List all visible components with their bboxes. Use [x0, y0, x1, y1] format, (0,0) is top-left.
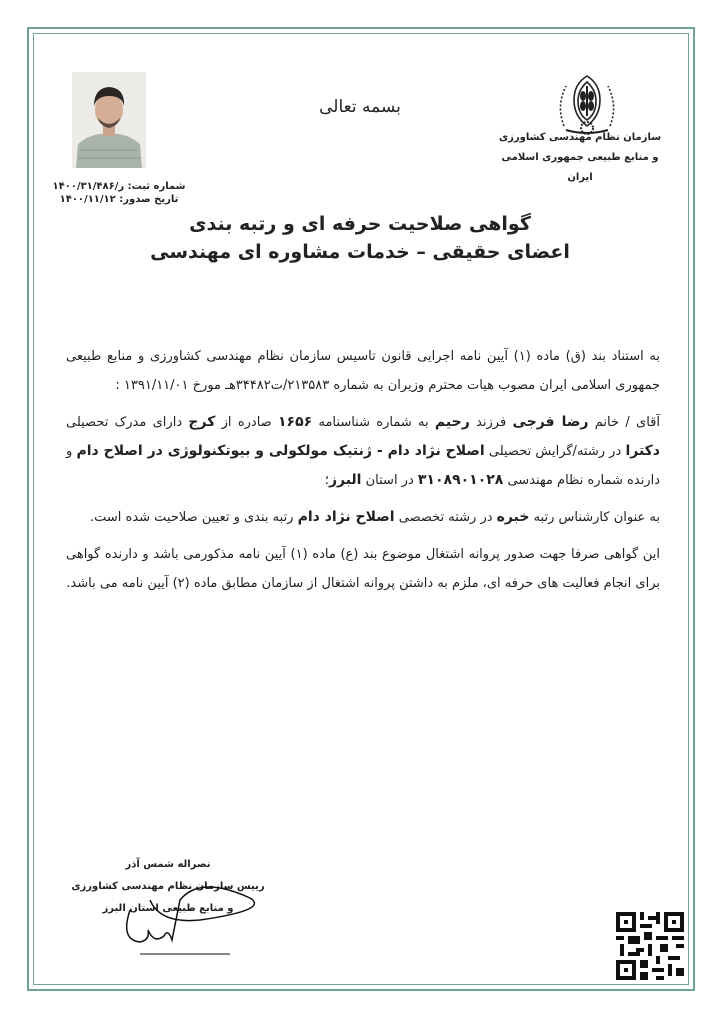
id-number: ۱۶۵۶: [278, 414, 313, 430]
degree: دکترا: [625, 443, 660, 459]
certificate-body: [66, 342, 660, 606]
organization-name: سازمان نظام مهندسی کشاورزی و منابع طبیعی جمهوری اسلامی ایران: [498, 132, 662, 183]
certificate-title: [120, 210, 600, 266]
invocation: بسمه تعالی: [319, 97, 401, 117]
issue-date: تاریخ صدور: ۱۴۰۰/۱۱/۱۲: [59, 194, 179, 205]
signatory-title-1: رییس سازمان نظام مهندسی کشاورزی: [71, 881, 265, 892]
rank: خبره: [496, 509, 530, 525]
paragraph-holder-details: آقای / خانم رضا فرجی فرزند رحیم به شماره شناسنامه ۱۶۵۶ صادره از کرج دارای مدرک تحصیلی دکترا در رشته/گرایش تحصیلی اصلاح نژاد دام - ژنتیک مولکولی و بیوتکنولوژی در اصلاح دام و دارنده شماره نظام مهندسی ۳۱۰۸۹۰۱۰۲۸ در استان البرز؛: [66, 414, 660, 488]
title-line-1: گواهی صلاحیت حرفه ای و رتبه بندی: [189, 213, 531, 235]
holder-photo: [72, 72, 146, 168]
signatory-title-2: و منابع طبیعی استان البرز: [102, 903, 234, 914]
specialty: اصلاح نژاد دام: [297, 509, 395, 525]
signature-icon: [120, 880, 280, 960]
paragraph-scope: این گواهی صرفا جهت صدور پروانه اشتغال موضوع بند (ع) ماده (۱) آیین نامه مذکورمی باشد و دارنده گواهی برای انجام فعالیت های حرفه ای، ملزم به داشتن پروانه اشتغال از سازمان مطابق ماده (۲) آیین نامه می باشد.: [66, 547, 661, 591]
paragraph-rank: به عنوان کارشناس رتبه خبره در رشته تخصصی اصلاح نژاد دام رتبه بندی و تعیین صلاحیت شده است.: [89, 509, 660, 525]
organization-emblem-icon: [552, 70, 622, 136]
registration-info: [44, 180, 194, 206]
title-line-2: اعضای حقیقی – خدمات مشاوره ای مهندسی: [150, 241, 570, 263]
qr-code-icon: [616, 912, 684, 980]
holder-name: رضا فرجی: [512, 414, 589, 430]
province: البرز: [328, 472, 362, 488]
field-of-study: اصلاح نژاد دام - ژنتیک مولکولی و بیوتکنولوژی در اصلاح دام: [76, 443, 485, 459]
father-name: رحیم: [434, 414, 470, 430]
paragraph-legal-basis: به استناد بند (ق) ماده (۱) آیین نامه اجرایی قانون تاسیس سازمان نظام مهندسی کشاورزی و منابع طبیعی جمهوری اسلامی ایران مصوب هیات محترم وزیران به شماره ۲۱۳۵۸۳/ت۳۴۴۸۲هـ مورخ ۱۳۹۱/۱۱/۰۱ :: [66, 349, 660, 393]
signatory-name: نصراله شمس آذر: [125, 859, 211, 870]
issued-from: کرج: [188, 414, 216, 430]
registration-number: شماره ثبت: ر/۱۴۰۰/۳۱/۴۸۶: [52, 181, 186, 192]
engineering-number: ۳۱۰۸۹۰۱۰۲۸: [417, 472, 504, 488]
